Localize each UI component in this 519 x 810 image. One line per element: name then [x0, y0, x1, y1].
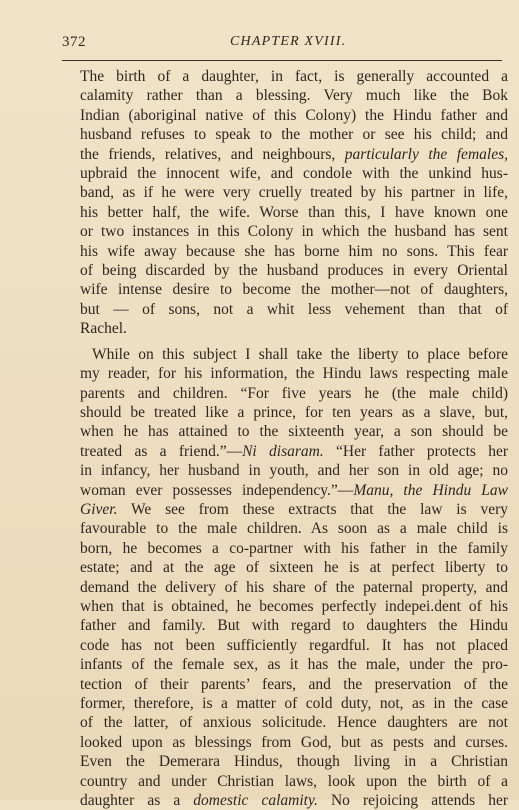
text-line [80, 461, 508, 480]
text-segment: woman ever possesses independency.”— [80, 481, 354, 499]
italic-text: Ni disaram. [242, 442, 324, 460]
text-line [80, 183, 508, 202]
text-line [80, 597, 508, 616]
text-line [80, 519, 508, 538]
text-segment: country and under Christian laws, look upon the birth of a [80, 772, 508, 790]
text-segment: treated as a friend.”— [80, 442, 243, 460]
text-line [80, 403, 508, 422]
text-line [80, 636, 508, 655]
text-line [80, 242, 508, 261]
text-line [80, 655, 508, 674]
text-line [80, 106, 508, 125]
text-line [80, 261, 508, 280]
text-segment: in infancy, her husband in youth, and her son in old age; no [80, 462, 508, 480]
text-segment: of being discarded by the husband produces in every Oriental [80, 262, 508, 280]
text-line [80, 364, 508, 383]
text-line [80, 319, 508, 338]
text-line [80, 203, 508, 222]
text-segment: Rachel. [80, 320, 127, 338]
text-segment: should be treated like a prince, for ten years as a slave, but, [80, 403, 508, 421]
text-segment: estate; and at the age of sixteen he is at perfect liberty to [80, 559, 508, 577]
text-segment: favourable to the male children. As soon as a male child is [80, 520, 508, 538]
text-segment: Even the Demerara Hindus, though living in a Christian [80, 753, 508, 771]
text-segment: born, he becomes a co-partner with his father in the family [80, 539, 508, 557]
text-segment: parents and children. “For five years he (the male child) [80, 384, 508, 402]
italic-text: domestic calamity. [193, 792, 318, 810]
text-segment: when that is obtained, he becomes perfectly indepei.dent of his [80, 597, 508, 615]
text-line [80, 345, 508, 364]
text-line [80, 675, 508, 694]
text-segment: husband refuses to speak to the mother or see his child; and [80, 126, 508, 144]
text-segment: his better half, the wife. Worse than this, I have known one [80, 203, 508, 221]
text-line [80, 222, 508, 241]
text-line [80, 558, 508, 577]
text-segment: calamity rather than a blessing. Very much like the Bok [80, 87, 508, 105]
text-segment: band, as if he were very cruelly treated by his partner in life, [80, 184, 508, 202]
chapter-running-head: CHAPTER XVIII. [230, 34, 347, 49]
text-line [80, 713, 508, 732]
text-segment: daughter as a [80, 792, 194, 810]
text-line [80, 125, 508, 144]
paragraph [80, 345, 508, 810]
text-line [80, 280, 508, 299]
text-line [80, 164, 508, 183]
text-segment: or two instances in this Colony in which the husband has sent [80, 223, 508, 241]
text-segment: “Her father protects her [323, 442, 508, 460]
text-line [80, 578, 508, 597]
text-segment: the friends, relatives, and neighbours, [80, 145, 345, 163]
italic-text: Manu, the Hindu Law [353, 481, 508, 499]
italic-text: Giver. [80, 500, 118, 518]
italic-text: particularly the females, [344, 145, 508, 163]
text-segment: We see from these extracts that the law is very [117, 500, 508, 518]
text-segment: wife intense desire to become the mother—not of daughters, [80, 281, 508, 299]
text-segment: While on this subject I shall take the liberty to place before [92, 345, 508, 363]
text-segment: No rejoicing attends her [317, 792, 508, 810]
text-line [80, 300, 508, 319]
text-line [80, 733, 508, 752]
text-segment: upbraid the innocent wife, and condole with the unkind hus- [80, 165, 508, 183]
paragraph [80, 67, 508, 339]
text-segment: of the latter, of anxious solicitude. Hence daughters are not [80, 714, 508, 732]
text-line [80, 539, 508, 558]
text-segment: The birth of a daughter, in fact, is generally accounted a [80, 68, 508, 85]
text-segment: demand the delivery of his share of the paternal property, and [80, 578, 508, 596]
text-segment: my reader, for his information, the Hindu laws respecting male [80, 365, 508, 383]
text-line [80, 694, 508, 713]
text-line [80, 422, 508, 441]
text-segment: looked upon as blessings from God, but as pests and curses. [80, 733, 508, 751]
text-line [80, 500, 508, 519]
text-segment: but — of sons, not a whit less vehement than that of [80, 300, 508, 318]
text-line [80, 442, 508, 461]
text-segment: tection of their parents’ fears, and the preservation of the [80, 675, 508, 693]
page-number: 372 [62, 34, 86, 50]
text-segment: Indian (aboriginal native of this Colony) the Hindu father and [80, 106, 508, 124]
text-segment: infants of the female sex, as it has the male, under the pro- [80, 656, 508, 674]
text-segment: former, therefore, is a matter of cold duty, not, as in the case [80, 695, 508, 712]
body-text [80, 67, 508, 810]
header-rule [62, 60, 502, 61]
text-segment: father and family. But with regard to daughters the Hindu [80, 617, 508, 635]
text-line [80, 791, 508, 810]
text-line [80, 86, 508, 105]
text-segment: when he has attained to the sixteenth year, a son should be [80, 423, 508, 441]
text-line [80, 772, 508, 791]
text-line [80, 752, 508, 771]
text-line [80, 145, 508, 164]
text-segment: code has not been sufficiently regardful. It has not placed [80, 636, 508, 654]
text-line [80, 616, 508, 635]
text-line [80, 481, 508, 500]
text-line [80, 67, 508, 86]
text-segment: his wife away because she has borne him no sons. This fear [80, 242, 508, 260]
page-header [62, 34, 502, 56]
text-line [80, 384, 508, 403]
